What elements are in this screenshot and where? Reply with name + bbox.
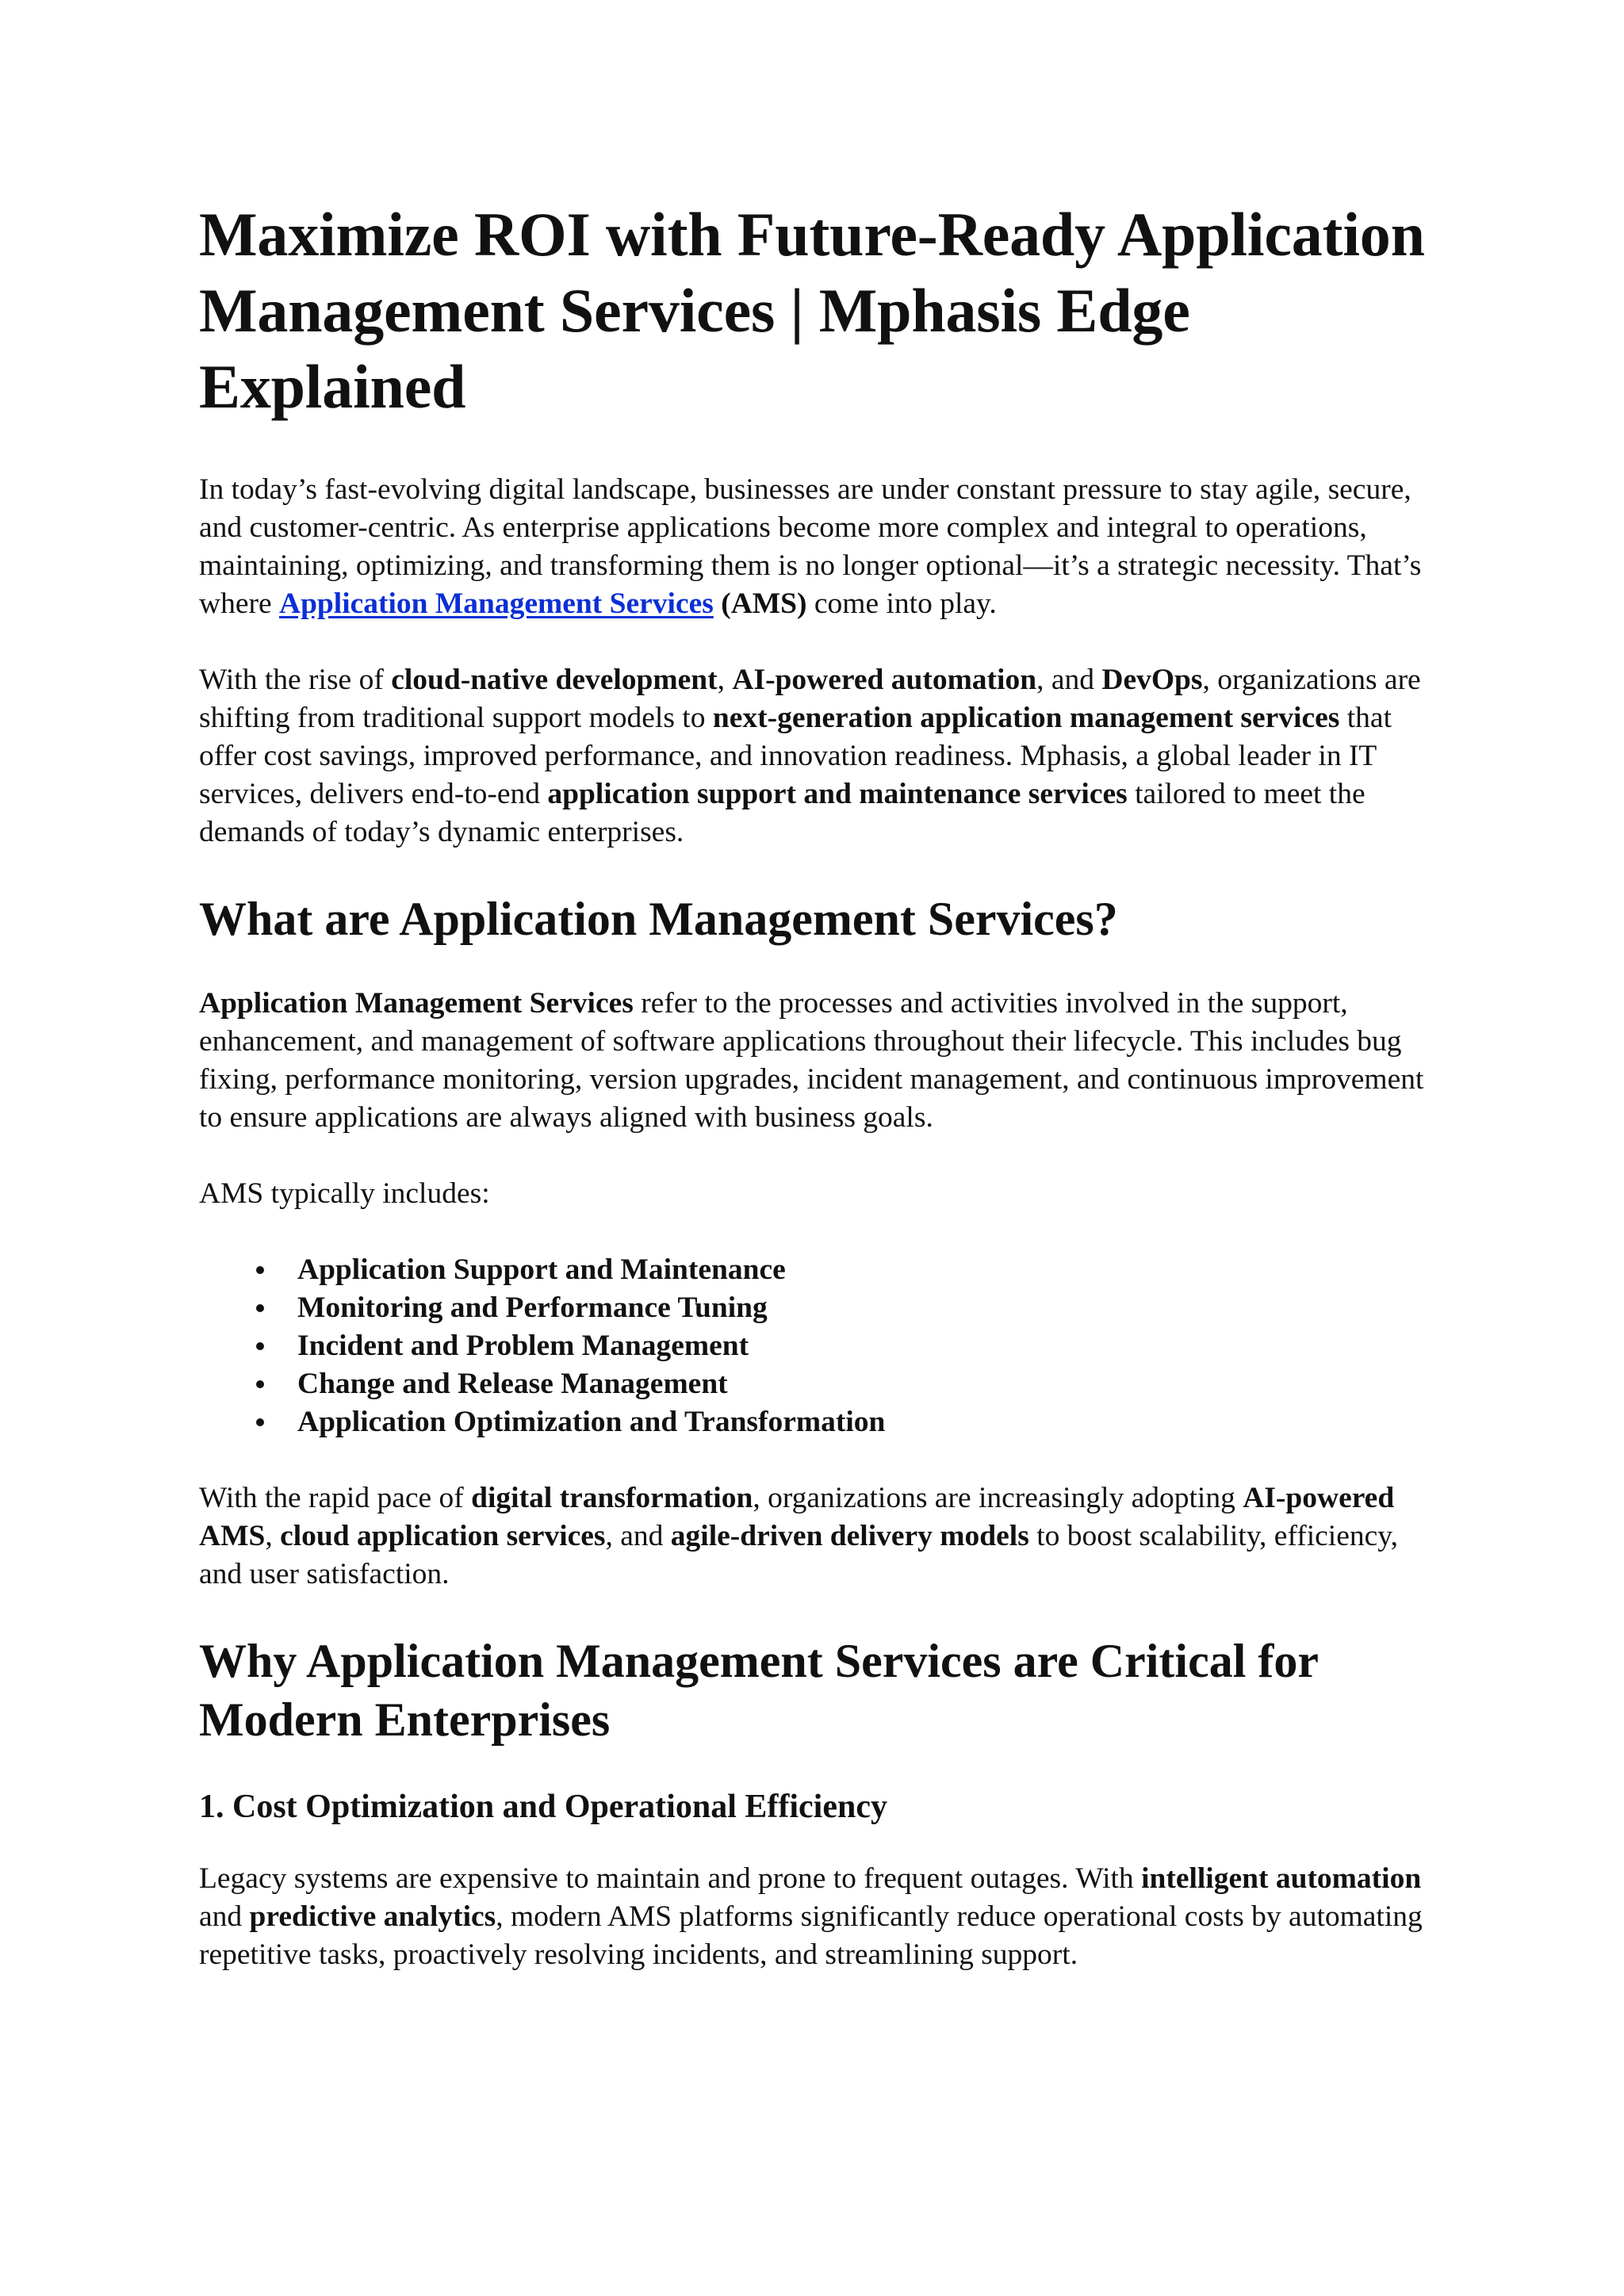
text-run: , organizations are shifting from traditional support models to xyxy=(199,664,1421,734)
ams-includes-list xyxy=(199,1251,1436,1441)
bold-run: digital transformation xyxy=(471,1482,753,1514)
text-run: , xyxy=(265,1520,281,1552)
intro-paragraph-2 xyxy=(199,661,1436,851)
bullet-icon xyxy=(256,1304,264,1312)
intro-paragraph-1 xyxy=(199,471,1436,623)
list-item xyxy=(256,1251,1436,1289)
text-run: , organizations are increasingly adopting xyxy=(753,1482,1243,1514)
list-item xyxy=(256,1289,1436,1327)
section2-paragraph-1 xyxy=(199,1860,1436,1974)
bold-run: DevOps xyxy=(1101,664,1203,696)
bold-run: cloud application services xyxy=(280,1520,606,1552)
subsection-heading-cost-optimization: 1. Cost Optimization and Operational Efficiency xyxy=(199,1789,887,1825)
bold-run: predictive analytics xyxy=(249,1900,496,1933)
ams-link[interactable]: Application Management Services xyxy=(278,587,714,620)
list-item-text: Application Support and Maintenance xyxy=(297,1253,786,1286)
text-run: that offer cost savings, improved performance, and innovation readiness. Mphasis, a global leader in IT services, delivers end-to-end xyxy=(199,702,1392,810)
text-run: , modern AMS platforms significantly reduce operational costs by automating repetitive tasks, proactively resolving incidents, and streamlining support. xyxy=(199,1900,1423,1971)
list-item xyxy=(256,1327,1436,1365)
intro-text: In today’s fast-evolving digital landscape, businesses are under constant pressure to stay agile, secure, and customer-centric. As enterprise applications become more complex and integral to operations, maintaining, optimizing, and transforming them is no longer optional—it’s a strategic necessity. That’s where xyxy=(199,473,1422,620)
section-heading-why-ams-critical: Why Application Management Services are Critical for Modern Enterprises xyxy=(199,1635,1318,1746)
text-run: refer to the processes and activities involved in the support, enhancement, and management of software applications throughout their lifecycle. This includes bug fixing, performance monitoring, version upgrades, incident management, and continuous improvement to ensure applications are always aligned with business goals. xyxy=(199,987,1424,1134)
text-run: and xyxy=(199,1900,250,1933)
bold-run: agile-driven delivery models xyxy=(670,1520,1029,1552)
text-run: With the rise of xyxy=(199,664,392,696)
bold-run: Application Management Services xyxy=(199,987,634,1020)
bold-run: next-generation application management services xyxy=(712,702,1340,734)
bold-run: application support and maintenance services xyxy=(547,778,1128,810)
section1-paragraph-2: AMS typically includes: xyxy=(199,1177,490,1210)
text-run: tailored to meet the demands of today’s dynamic enterprises. xyxy=(199,778,1365,848)
bullet-icon xyxy=(256,1380,264,1388)
bold-run: intelligent automation xyxy=(1141,1862,1422,1895)
text-run: With the rapid pace of xyxy=(199,1482,472,1514)
ams-abbreviation: (AMS) xyxy=(721,587,807,620)
intro-text xyxy=(714,587,721,620)
page-title: Maximize ROI with Future-Ready Application Management Services | Mphasis Edge Explained xyxy=(199,200,1425,421)
document-page xyxy=(199,197,1436,2012)
bullet-icon xyxy=(256,1342,264,1350)
bullet-icon xyxy=(256,1418,264,1426)
list-item-text: Monitoring and Performance Tuning xyxy=(297,1292,768,1324)
section-heading-what-are-ams: What are Application Management Services? xyxy=(199,893,1118,945)
section1-paragraph-3 xyxy=(199,1479,1436,1594)
bold-run: AI-powered automation xyxy=(732,664,1037,696)
intro-text: come into play. xyxy=(806,587,997,620)
list-item xyxy=(256,1403,1436,1441)
text-run: Legacy systems are expensive to maintain and prone to frequent outages. With xyxy=(199,1862,1142,1895)
bullet-icon xyxy=(256,1266,264,1274)
bold-run: AI-powered AMS xyxy=(199,1482,1395,1552)
list-item-text: Change and Release Management xyxy=(297,1368,728,1400)
text-run: to boost scalability, efficiency, and user satisfaction. xyxy=(199,1520,1398,1590)
text-run: , and xyxy=(1036,664,1102,696)
list-item xyxy=(256,1365,1436,1403)
section1-paragraph-1 xyxy=(199,985,1436,1137)
bold-run: cloud-native development xyxy=(391,664,718,696)
text-run: , xyxy=(717,664,733,696)
list-item-text: Application Optimization and Transformation xyxy=(297,1406,886,1438)
list-item-text: Incident and Problem Management xyxy=(297,1330,749,1362)
text-run: , and xyxy=(605,1520,671,1552)
